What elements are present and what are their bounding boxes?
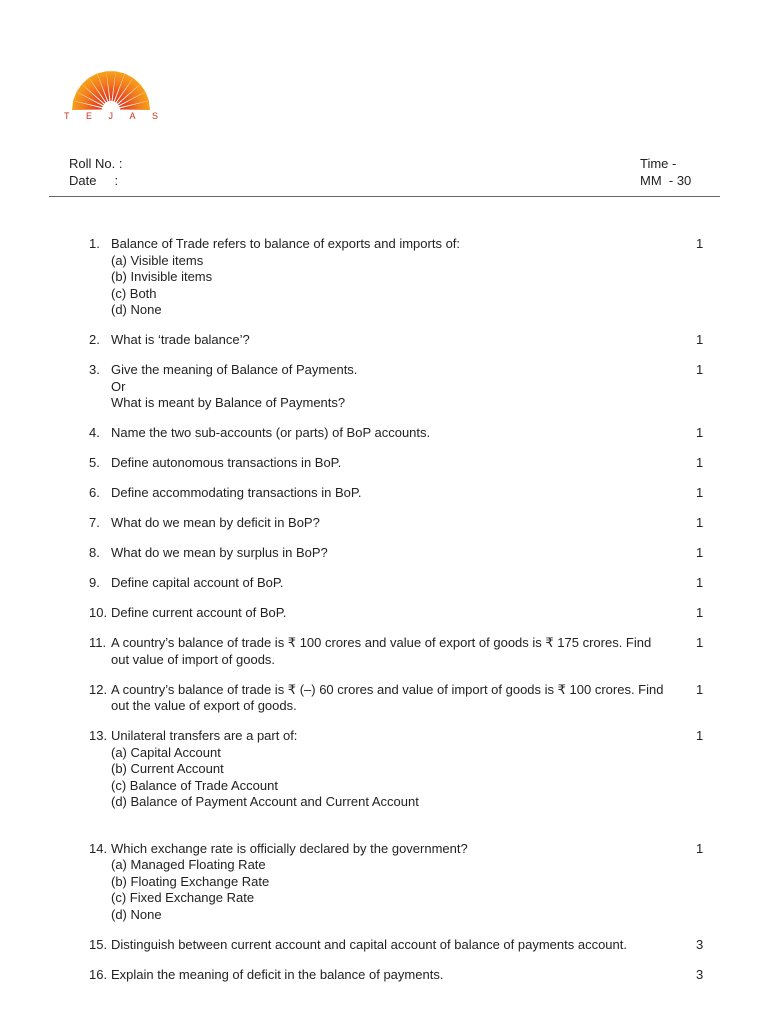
question-item: [89, 236, 719, 319]
question-stem: Balance of Trade refers to balance of exports and imports of:: [111, 236, 461, 251]
question-item: [89, 575, 719, 592]
question-marks: 1: [696, 515, 704, 530]
max-marks-label: MM - 30: [640, 173, 692, 188]
question-text: [111, 362, 687, 412]
question-number: 5.: [89, 455, 100, 470]
question-line: (b) Floating Exchange Rate: [111, 873, 270, 889]
question-number: 2.: [89, 332, 100, 347]
question-marks: 1: [696, 635, 704, 650]
question-number: 15.: [89, 936, 108, 952]
question-marks: 1: [696, 545, 704, 560]
logo-wordmark: [64, 111, 158, 121]
question-line: (a) Visible items: [111, 252, 204, 268]
sunburst-logo-icon: [64, 70, 160, 114]
question-stem: Give the meaning of Balance of Payments.: [111, 362, 358, 377]
question-item: [89, 425, 719, 442]
question-text: [111, 575, 687, 592]
question-line: (d) None: [111, 302, 162, 317]
question-item: [89, 937, 719, 954]
question-stem: Define current account of BoP.: [111, 605, 287, 620]
question-stem: Explain the meaning of deficit in the balance of payments.: [111, 966, 444, 982]
question-item: [89, 332, 719, 349]
question-marks: 1: [696, 425, 704, 440]
question-stem: Distinguish between current account and capital account of balance of payments account.: [111, 936, 627, 952]
question-line: (b) Invisible items: [111, 269, 213, 284]
question-line: (c) Both: [111, 285, 157, 301]
question-item: [89, 841, 719, 924]
question-number: 14.: [89, 840, 108, 856]
question-marks: 1: [696, 332, 704, 347]
question-line: (c) Fixed Exchange Rate: [111, 890, 255, 905]
question-text: [111, 937, 687, 954]
question-item: [89, 545, 719, 562]
question-stem: A country’s balance of trade is ₹ (–) 60 crores and value of import of goods is ₹ 100 crores. Find: [111, 681, 664, 697]
logo-letter: S: [151, 111, 158, 121]
question-item: [89, 515, 719, 532]
question-marks: 3: [696, 936, 704, 952]
question-item: [89, 455, 719, 472]
question-number: 3.: [89, 362, 100, 377]
question-text: [111, 682, 687, 715]
question-item: [89, 967, 719, 984]
question-number: 11.: [89, 635, 107, 650]
question-marks: 1: [696, 455, 704, 470]
question-marks: 1: [696, 840, 704, 856]
question-line: out the value of export of goods.: [111, 698, 297, 713]
question-text: [111, 455, 687, 472]
question-line: (b) Current Account: [111, 761, 224, 776]
question-number: 9.: [89, 575, 100, 590]
question-text: [111, 728, 687, 811]
question-stem: What is ‘trade balance’?: [111, 332, 250, 347]
question-stem: Unilateral transfers are a part of:: [111, 728, 298, 743]
question-item: [89, 362, 719, 412]
exam-info: [640, 155, 691, 189]
question-number: 12.: [89, 681, 108, 697]
question-line: out value of import of goods.: [111, 651, 276, 667]
question-marks: 1: [696, 605, 704, 620]
question-marks: 1: [696, 728, 704, 743]
question-item: [89, 682, 719, 715]
question-stem: Define autonomous transactions in BoP.: [111, 455, 342, 470]
question-number: 16.: [89, 966, 108, 982]
question-text: [111, 635, 687, 668]
question-item: [89, 635, 719, 668]
question-number: 13.: [89, 728, 108, 743]
question-marks: 1: [696, 485, 704, 500]
question-item: [89, 605, 719, 622]
question-number: 1.: [89, 236, 100, 251]
logo-letter: E: [85, 111, 92, 121]
question-number: 7.: [89, 515, 100, 530]
question-line: (d) Balance of Payment Account and Current Account: [111, 794, 419, 809]
logo-letter: J: [108, 111, 113, 121]
logo-letter: T: [64, 111, 70, 121]
header-divider: [49, 196, 720, 197]
question-marks: 3: [696, 966, 704, 982]
question-stem: What do we mean by deficit in BoP?: [111, 515, 320, 530]
question-line: (c) Balance of Trade Account: [111, 777, 278, 793]
time-label: Time -: [640, 156, 677, 171]
question-stem: What do we mean by surplus in BoP?: [111, 545, 328, 560]
tejas-logo: [64, 70, 160, 126]
question-number: 6.: [89, 485, 100, 500]
question-line: (d) None: [111, 906, 162, 922]
question-text: [111, 485, 687, 502]
question-text: [111, 332, 687, 349]
question-line: What is meant by Balance of Payments?: [111, 395, 346, 410]
question-marks: 1: [696, 681, 704, 697]
question-number: 10.: [89, 605, 108, 620]
question-number: 8.: [89, 545, 100, 560]
question-marks: 1: [696, 362, 704, 377]
student-info: [69, 155, 122, 189]
question-text: [111, 545, 687, 562]
date-label: Date :: [69, 173, 119, 188]
question-list: [89, 236, 719, 997]
question-item: [89, 728, 719, 811]
question-text: [111, 605, 687, 622]
question-line: Or: [111, 378, 126, 394]
question-line: (a) Managed Floating Rate: [111, 857, 266, 872]
question-text: [111, 425, 687, 442]
question-text: [111, 841, 687, 924]
question-text: [111, 515, 687, 532]
question-line: (a) Capital Account: [111, 744, 221, 760]
question-stem: A country’s balance of trade is ₹ 100 crores and value of export of goods is ₹ 175 crores. Find: [111, 635, 652, 650]
question-number: 4.: [89, 425, 100, 440]
question-stem: Name the two sub-accounts (or parts) of BoP accounts.: [111, 425, 431, 440]
question-text: [111, 236, 687, 319]
question-marks: 1: [696, 575, 704, 590]
question-stem: Define capital account of BoP.: [111, 575, 284, 590]
question-item: [89, 485, 719, 502]
question-stem: Define accommodating transactions in BoP.: [111, 485, 362, 500]
question-text: [111, 967, 687, 984]
logo-letter: A: [129, 111, 136, 121]
roll-no-label: Roll No. :: [69, 156, 123, 171]
question-stem: Which exchange rate is officially declared by the government?: [111, 840, 468, 856]
question-marks: 1: [696, 236, 704, 251]
